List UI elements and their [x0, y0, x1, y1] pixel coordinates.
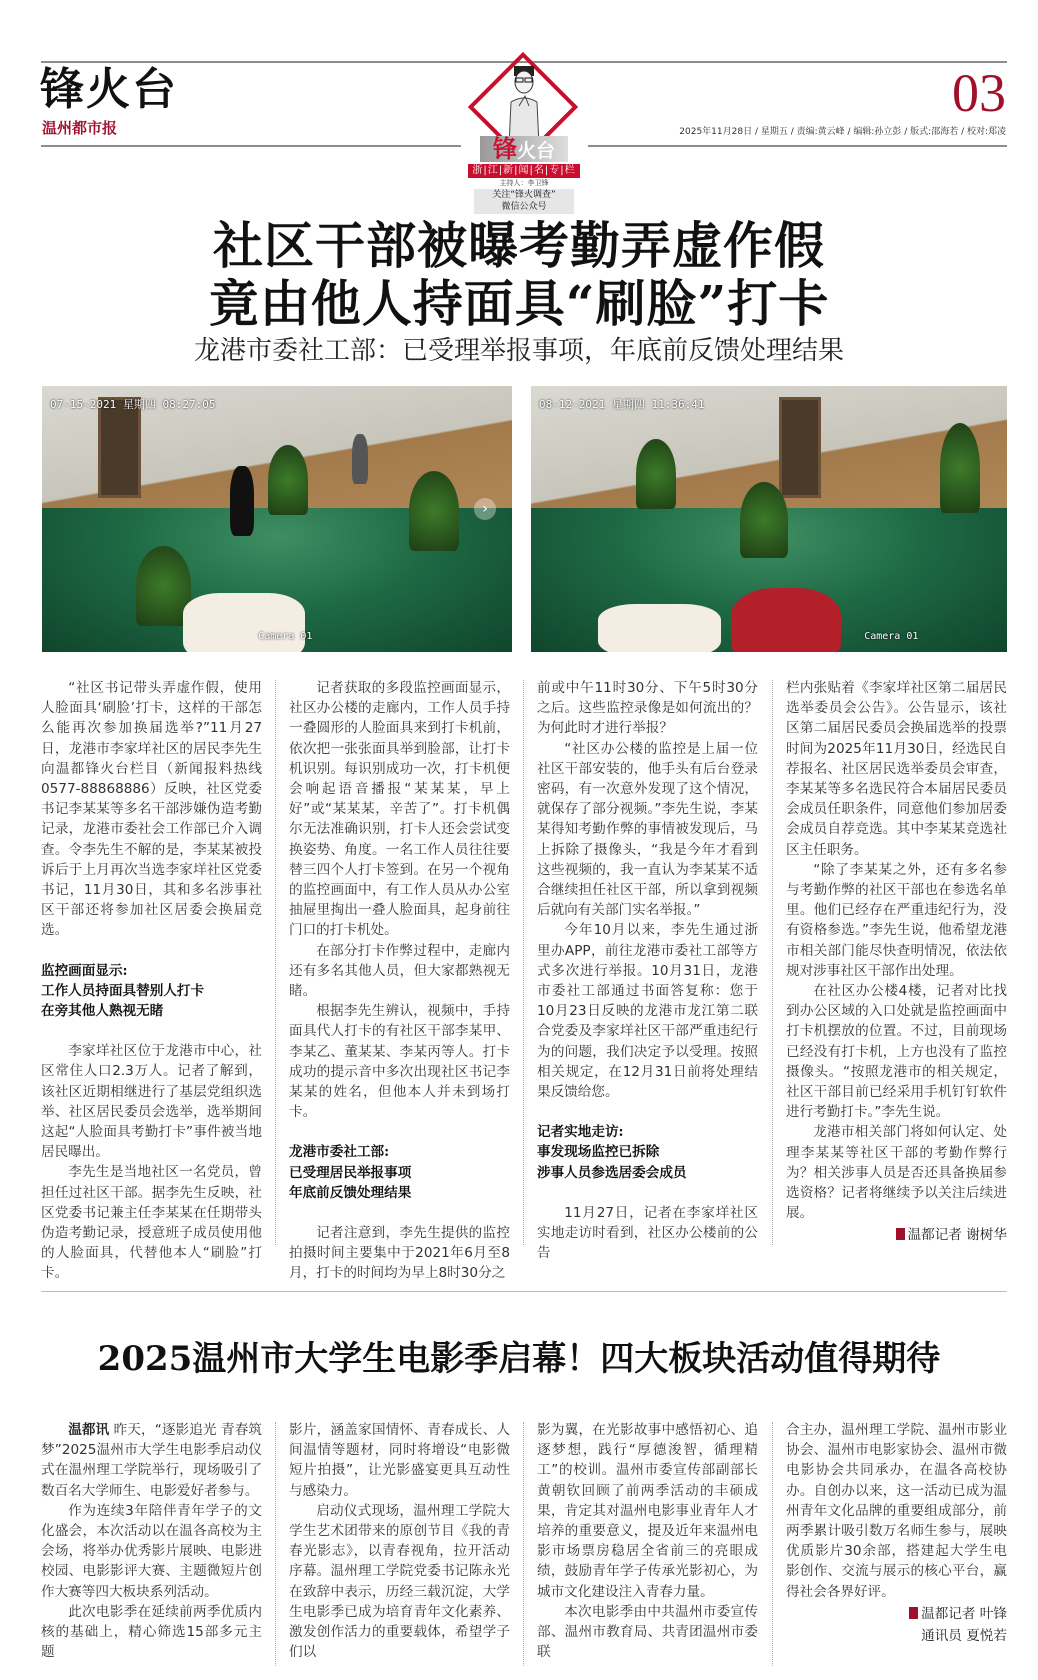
paragraph: 今年10月以来，李先生通过浙里办APP，前往龙港市委社工部等方式多次进行举报。10月31日，龙港市委社工部通过书面答复称：您于10月23日反映的龙港市龙江第二联合党委及李家垟社区干部严重违纪行为的问题，我们决定予以受理。按照相关规定，在12月31日前将处理结果反馈给您。 [537, 922, 758, 1101]
article1-column-2 [289, 678, 510, 1284]
byline: 温都记者 谢树华 [786, 1225, 1007, 1245]
logo-host: 主持人：李卫锋 [499, 179, 549, 187]
byline-correspondent: 通讯员 夏悦若 [921, 1628, 1007, 1645]
subheadline: 龙港市委社工部：已受理举报事项，年底前反馈处理结果 [193, 336, 844, 366]
paragraph: 龙港市相关部门将如何认定、处理李某某等社区干部的考勤作弊行为？相关涉事人员是否还具备换届参选资格？记者将继续予以关注后续进展。 [786, 1124, 1007, 1222]
follow-line1: 关注“锋火调查” [492, 190, 556, 200]
paragraph: 本次电影季由中共温州市委宣传部、温州市教育局、共青团温州市委联 [537, 1603, 758, 1661]
photo-timestamp: 08-12-2021 星期四 11:36:41 [539, 398, 705, 411]
paragraph: 前或中午11时30分、下午5时30分之后。这些监控录像是如何流出的？为何此时才进行举报？ [537, 680, 758, 737]
paper-name: 温州都市报 [42, 119, 118, 137]
logo-brand: 锋火台 [480, 136, 568, 162]
headline-line2: 竟由他人持面具“刷脸”打卡 [208, 274, 830, 333]
article2-column-1 [41, 1420, 262, 1662]
dateline: 2025年11月28日 / 星期五 / 责编:黄云峰 / 编辑:孙立彭 / 版式:邵海若 / 校对:郑凌 [679, 127, 1006, 137]
cctv-photo-2 [531, 386, 1007, 652]
paragraph: 记者获取的多段监控画面显示，社区办公楼的走廊内，工作人员手持一叠圆形的人脸面具来到打卡机前，依次把一张张面具举到脸部，让打卡机识别。每识别成功一次，打卡机便会响起语音播报“某某某，早上好”或“某某某，辛苦了”。打卡机偶尔无法准确识别，打卡人还会尝试变换姿势、角度。一名工作人员往往要替三四个人打卡签到。在另一个视角的监控画面中，有工作人员从办公室抽屉里掏出一叠人脸面具，起身前往门口的打卡机处。 [289, 680, 510, 939]
article1-column-4 [786, 678, 1007, 1246]
paragraph: 在部分打卡作弊过程中，走廊内还有多名其他人员，但大家都熟视无睹。 [289, 942, 510, 1000]
logo-column-bar: 浙|江|新|闻|名|专|栏 [468, 164, 580, 178]
article2-column-3 [537, 1420, 758, 1662]
paragraph: 作为连续3年陪伴青年学子的文化盛会，本次活动以在温各高校为主会场，将举办优秀影片展映、电影进校园、电影影评大赛、主题微短片创作大赛等四大板块系列活动。 [41, 1502, 262, 1600]
column-divider [523, 680, 524, 1245]
paragraph: 启动仪式现场，温州理工学院大学生艺术团带来的原创节目《我的青春光影志》，以青春视角，拉开活动序幕。温州理工学院党委书记陈永光在致辞中表示，历经三载沉淀，大学生电影季已成为培育青年文化素养、激发创作活力的重要载体，希望学子们以 [289, 1502, 510, 1661]
paragraph: 李家垟社区位于龙港市中心，社区常住人口2.3万人。记者了解到，该社区近期相继进行了基层党组织选举、社区居民委员会选举，选举期间这起“人脸面具考勤打卡”事件被当地居民曝出。 [41, 1043, 262, 1161]
paragraph: 根据李先生辨认，视频中，手持面具代人打卡的有社区干部李某甲、李某乙、董某某、李某丙等人。打卡成功的提示音中多次出现社区书记李某某的姓名，但他本人并未到场打卡。 [289, 1003, 510, 1121]
section-title: 锋火台 [40, 64, 178, 115]
column-divider [275, 680, 276, 1245]
paragraph: 此次电影季在延续前两季优质内核的基础上，精心筛选15部多元主题 [41, 1603, 262, 1661]
column-divider [772, 680, 773, 1245]
paragraph: 记者注意到，李先生提供的监控拍摄时间主要集中于2021年6月至8月，打卡的时间均为早上8时30分之 [289, 1225, 510, 1282]
paragraph: “社区办公楼的监控是上届一位社区干部安装的，他手头有后台登录密码，有一次意外发现了这个情况，就保存了部分视频。”李先生说，李某某得知考勤作弊的事情被发现后，马上拆除了摄像头，“我是今年才看到这些视频的，我一直认为李某某不适合继续担任社区干部，所以拿到视频后就向有关部门实名举报。” [537, 740, 758, 919]
column-divider [523, 1422, 524, 1666]
paragraph: “除了李某某之外，还有多名参与考勤作弊的社区干部也在参选名单里。他们已经存在严重违纪行为，没有资格参选。”李先生说，他希望龙港市相关部门能尽快查明情况，依法依规对涉事社区干部作出处理。 [786, 861, 1007, 979]
paragraph: 温都讯 昨天，“逐影追光 青春筑梦”2025温州市大学生电影季启动仪式在温州理工学院举行，现场吸引了数百名大学师生、电影爱好者参与。 [41, 1422, 262, 1499]
photo-camera-label: Camera 01 [864, 631, 919, 642]
photo-timestamp: 07-15-2021 星期四 08:27:05 [50, 398, 216, 411]
byline-marker-icon [909, 1607, 918, 1619]
paragraph: 栏内张贴着《李家垟社区第二届居民选举委员会公告》。公告显示，该社区第二届居民委员会换届选举的投票时间为2025年11月30日，经选民自荐报名、社区居民选举委员会审查，李某某等多名选民符合本届居民委员会成员任职条件，同意他们参加居委会成员自荐竞选。其中李某某竞选社区主任职务。 [786, 680, 1007, 858]
paragraph: 影片，涵盖家国情怀、青春成长、人间温情等题材，同时将增设“电影微短片拍摄”，让光影盛宴更具互动性与感染力。 [289, 1422, 510, 1499]
paragraph: 11月27日，记者在李家垟社区实地走访时看到，社区办公楼前的公告 [537, 1204, 758, 1262]
byline-marker-icon [896, 1228, 905, 1240]
paragraph: 合主办，温州理工学院、温州市影业协会、温州市电影家协会、温州市微电影协会共同承办，在温各高校协办。自创办以来，这一活动已成为温州青年文化品牌的重要组成部分，前两季累计吸引数万名师生参与，展映优质影片30余部，搭建起大学生电影创作、交流与展示的核心平台，赢得社会各界好评。 [786, 1422, 1007, 1600]
headline-line1: 社区干部被曝考勤弄虚作假 [213, 216, 825, 275]
article2-headline: 2025温州市大学生电影季启幕！四大板块活动值得期待 [97, 1339, 941, 1379]
header-rule-left [41, 145, 461, 147]
chevron-right-icon[interactable]: › [474, 498, 496, 520]
paragraph: “社区书记带头弄虚作假，使用人脸面具‘刷脸’打卡，这样的干部怎么能再次参加换届选举?”11月27日，龙港市李家垟社区的居民李先生向温都锋火台栏目（新闻报料热线 0577-88868886）反映，社区党委书记李某某等多名干部涉嫌伪造考勤记录，龙港市委社会工作部已介入调查。令李先生不解的是，李某某被投诉后于上月再次当选李家垟社区党委书记，11月30日，其和多名涉事社区干部还将参加社区居委会换届竞选。 [41, 680, 262, 939]
paragraph: 影为翼，在光影故事中感悟初心、追逐梦想，践行“厚德浚智，循理精工”的校训。温州市委宣传部副部长黄朝钦回顾了前两季活动的丰硕成果，肯定其对温州电影事业青年人才培养的重要意义，提及近年来温州电影市场票房稳居全省前三的亮眼成绩，鼓励青年学子传承光影初心，为城市文化建设注入青春力量。 [537, 1422, 758, 1600]
column-divider [275, 1422, 276, 1666]
article2-column-4 [786, 1420, 1007, 1646]
follow-line2: 微信公众号 [501, 202, 547, 212]
paragraph: 在社区办公楼4楼，记者对比找到办公区域的入口处就是监控画面中打卡机摆放的位置。不过，目前现场已经没有打卡机，上方也没有了监控摄像头。“按照龙港市的相关规定，社区干部目前已经采用手机钉钉软件进行考勤打卡。”李先生说。 [786, 983, 1007, 1121]
article-divider [41, 1291, 1007, 1292]
article1-column-1 [41, 678, 262, 1284]
header-rule-right [588, 145, 1007, 147]
paragraph: 李先生是当地社区一名党员，曾担任过社区干部。据李先生反映，社区党委书记兼主任李某某在任期带头伪造考勤记录，授意班子成员使用他的人脸面具，代替他本人“刷脸”打卡。 [41, 1164, 262, 1282]
host-portrait-icon [505, 66, 543, 146]
cctv-photo-1 [42, 386, 512, 652]
column-logo [462, 64, 586, 214]
section-subhead: 龙港市委社工部: 已受理居民举报事项 年底前反馈处理结果 [289, 1144, 412, 1201]
section-subhead: 记者实地走访: 事发现场监控已拆除 涉事人员参选居委会成员 [537, 1124, 687, 1181]
section-subhead: 监控画面显示: 工作人员持面具替别人打卡 在旁其他人熟视无睹 [41, 962, 205, 1020]
byline: 温都记者 叶锋 [786, 1604, 1007, 1624]
article1-column-3 [537, 678, 758, 1263]
article2-column-2 [289, 1420, 510, 1662]
page-number: 03 [952, 63, 1006, 123]
photo-camera-label: Camera 01 [258, 631, 313, 642]
logo-follow-box [474, 189, 574, 214]
column-divider [772, 1422, 773, 1666]
